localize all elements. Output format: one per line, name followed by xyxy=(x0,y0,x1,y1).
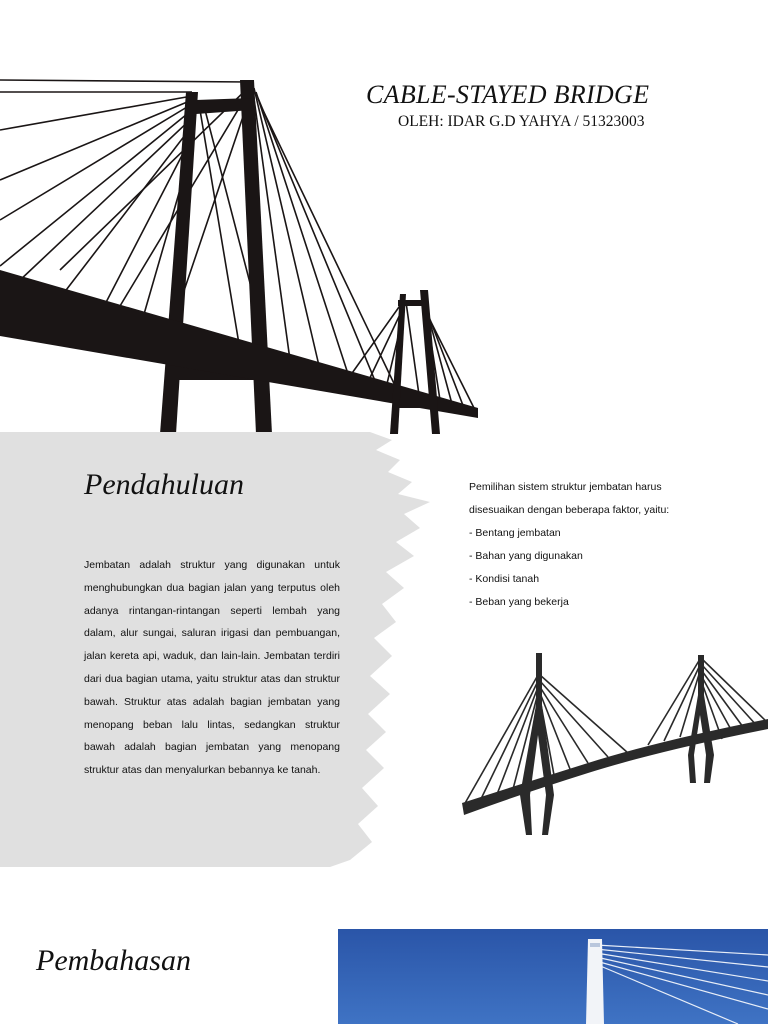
factor-item: - Kondisi tanah xyxy=(469,573,540,585)
bridge-photo xyxy=(338,929,768,1024)
factors-list xyxy=(469,476,669,614)
factors-intro-line: disesuaikan dengan beberapa faktor, yaitu: xyxy=(469,504,670,516)
intro-paragraph: Jembatan adalah struktur yang digunakan untuk menghubungkan dua bagian jalan yang terputus oleh adanya rintangan-rintangan seperti lembah yang dalam, alur sungai, saluran irigasi dan pembuangan, jalan kereta api, waduk, dan lain-lain. Jembatan terdiri dari dua bagian utama, yaitu struktur atas dan struktur bawah. Struktur atas adalah bagian jembatan yang menopang beban lalu lintas, sedangkan struktur bawah adalah bagian jembatan yang menopang struktur atas dan menyalurkan bebannya ke tanah. xyxy=(84,559,340,777)
factor-item: - Beban yang bekerja xyxy=(469,596,569,608)
twin-pylon-bridge-illustration xyxy=(458,645,768,845)
document-title: CABLE-STAYED BRIDGE xyxy=(366,80,650,109)
intro-heading: Pendahuluan xyxy=(84,468,244,501)
factor-item: - Bahan yang digunakan xyxy=(469,550,583,562)
discussion-heading: Pembahasan xyxy=(36,944,191,977)
factors-intro-line: Pemilihan sistem struktur jembatan harus xyxy=(469,481,662,493)
factor-item: - Bentang jembatan xyxy=(469,527,561,539)
author-line: OLEH: IDAR G.D YAHYA / 51323003 xyxy=(398,113,645,130)
cable-stayed-bridge-illustration xyxy=(0,70,490,434)
